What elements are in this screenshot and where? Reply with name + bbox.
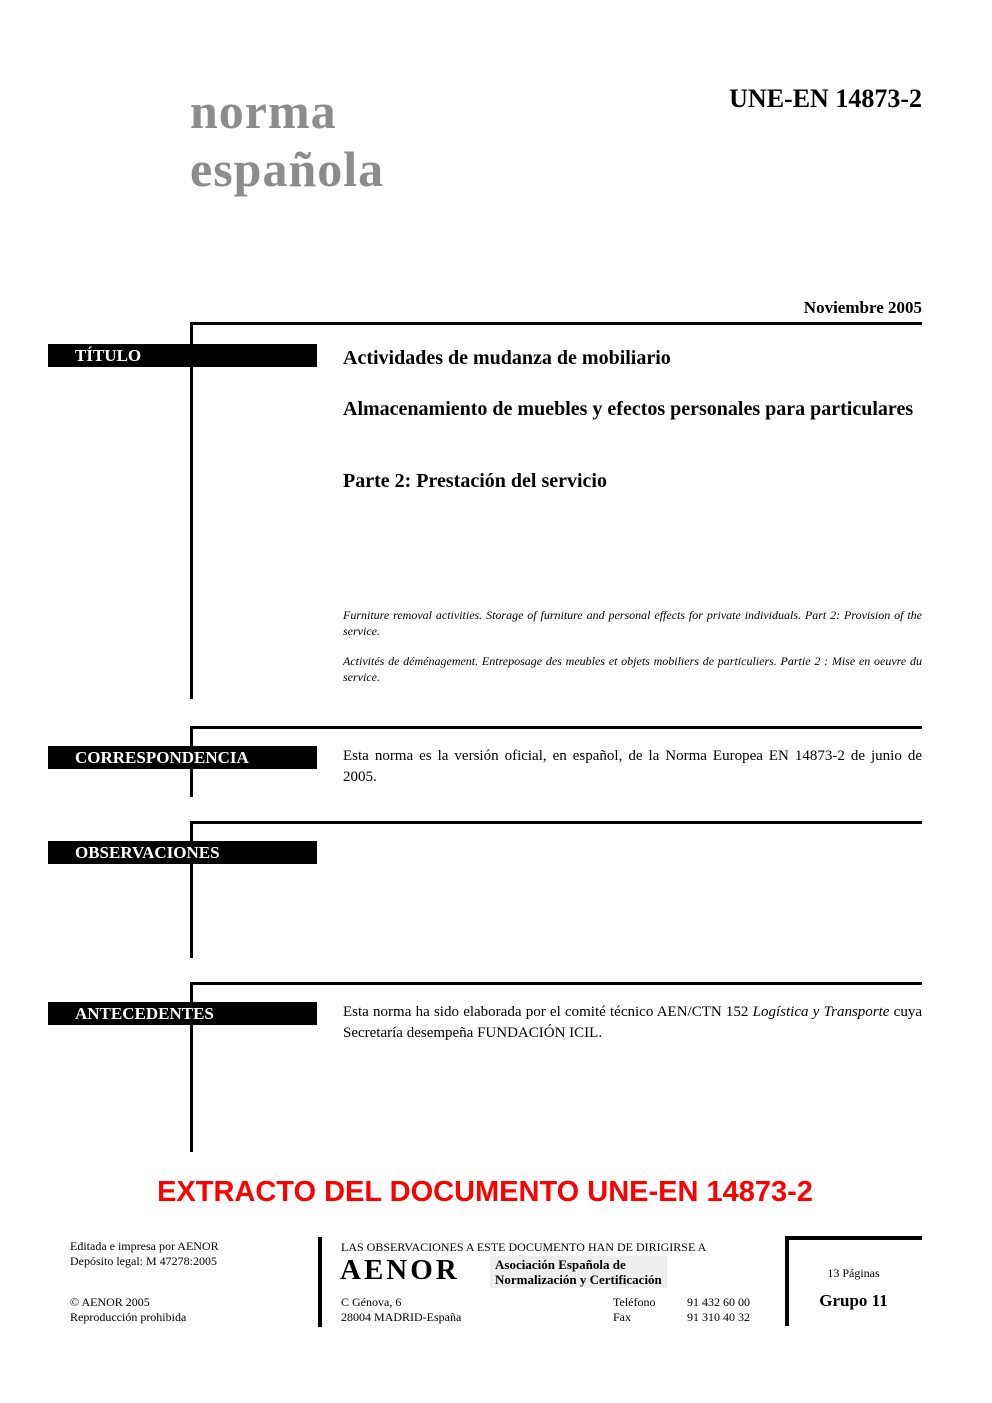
page-count: 13 Páginas xyxy=(827,1266,880,1280)
aenor-org-name xyxy=(490,1256,667,1288)
footer-copyright-block xyxy=(70,1295,186,1325)
footer-fax-label: Fax xyxy=(613,1310,631,1324)
footer-legal-deposit: Depósito legal: M 47278:2005 xyxy=(70,1254,217,1268)
horizontal-rule-correspondencia xyxy=(190,726,922,729)
section-label-observaciones xyxy=(48,841,317,864)
section-label-antecedentes xyxy=(48,1002,317,1025)
title-line-3: Parte 2: Prestación del servicio xyxy=(343,470,607,492)
title-line-1: Actividades de mudanza de mobiliario xyxy=(343,347,671,369)
footer-address-line-2: 28004 MADRID-España xyxy=(341,1310,462,1324)
footer-publisher-line: Editada e impresa por AENOR xyxy=(70,1239,219,1253)
aenor-org-line-2: Normalización y Certificación xyxy=(495,1272,662,1287)
page-info-box-top-border xyxy=(785,1236,922,1240)
section-label-titulo xyxy=(48,344,317,367)
title-french-translation: Activités de déménagement. Entreposage des meubles et objets mobiliers de particuliers. Partie 2 : Mise en oeuvre du service. xyxy=(343,654,922,684)
antecedentes-text-suffix: cuya Secretaría desempeña FUNDACIÓN ICIL. xyxy=(343,1004,922,1041)
footer-phone-label: Teléfono xyxy=(613,1295,656,1309)
publication-date: Noviembre 2005 xyxy=(803,298,922,317)
section-label-correspondencia xyxy=(48,746,317,769)
antecedentes-text-italic: Logística y Transporte xyxy=(752,1004,890,1020)
footer-fax-value: 91 310 40 32 xyxy=(687,1310,750,1324)
brand-logo xyxy=(190,82,384,198)
group-number: Grupo 11 xyxy=(819,1291,888,1310)
document-code: UNE-EN 14873-2 xyxy=(729,84,922,113)
footer-phone-value: 91 432 60 00 xyxy=(687,1295,750,1309)
footer-rights: Reproducción prohibida xyxy=(70,1310,187,1324)
titulo-label-text: TÍTULO xyxy=(75,346,142,365)
horizontal-rule-titulo xyxy=(190,322,922,325)
observaciones-label-text: OBSERVACIONES xyxy=(75,843,220,862)
title-english-translation: Furniture removal activities. Storage of furniture and personal effects for private individuals. Part 2: Provision of the service. xyxy=(343,608,922,638)
antecedentes-label-text: ANTECEDENTES xyxy=(75,1004,214,1023)
footer-publisher-block xyxy=(70,1239,219,1269)
brand-line-2: española xyxy=(190,141,385,197)
page-info-box-left-border xyxy=(785,1236,789,1326)
title-line-2: Almacenamiento de muebles y efectos personales para particulares xyxy=(343,398,914,420)
vertical-rule-titulo xyxy=(190,322,193,699)
extract-notice: EXTRACTO DEL DOCUMENTO UNE-EN 14873-2 xyxy=(157,1176,813,1208)
correspondencia-text: Esta norma es la versión oficial, en español, de la Norma Europea EN 14873-2 de junio de 2005. xyxy=(343,748,922,785)
horizontal-rule-observaciones xyxy=(190,821,922,824)
horizontal-rule-antecedentes xyxy=(190,982,922,985)
footer-address-line-1: C Génova, 6 xyxy=(341,1295,402,1309)
aenor-logo: AENOR xyxy=(340,1254,460,1286)
footer-divider-bar xyxy=(318,1237,322,1327)
correspondencia-label-text: CORRESPONDENCIA xyxy=(75,748,249,767)
aenor-org-line-1: Asociación Española de xyxy=(495,1257,626,1272)
antecedentes-text xyxy=(343,1002,922,1044)
footer-observations-notice: LAS OBSERVACIONES A ESTE DOCUMENTO HAN DE DIRIGIRSE A xyxy=(341,1240,707,1254)
footer-address-block xyxy=(341,1295,461,1325)
footer-copyright: © AENOR 2005 xyxy=(70,1295,150,1309)
brand-line-1: norma xyxy=(190,83,337,139)
antecedentes-text-prefix: Esta norma ha sido elaborada por el comité técnico AEN/CTN 152 xyxy=(343,1004,753,1020)
